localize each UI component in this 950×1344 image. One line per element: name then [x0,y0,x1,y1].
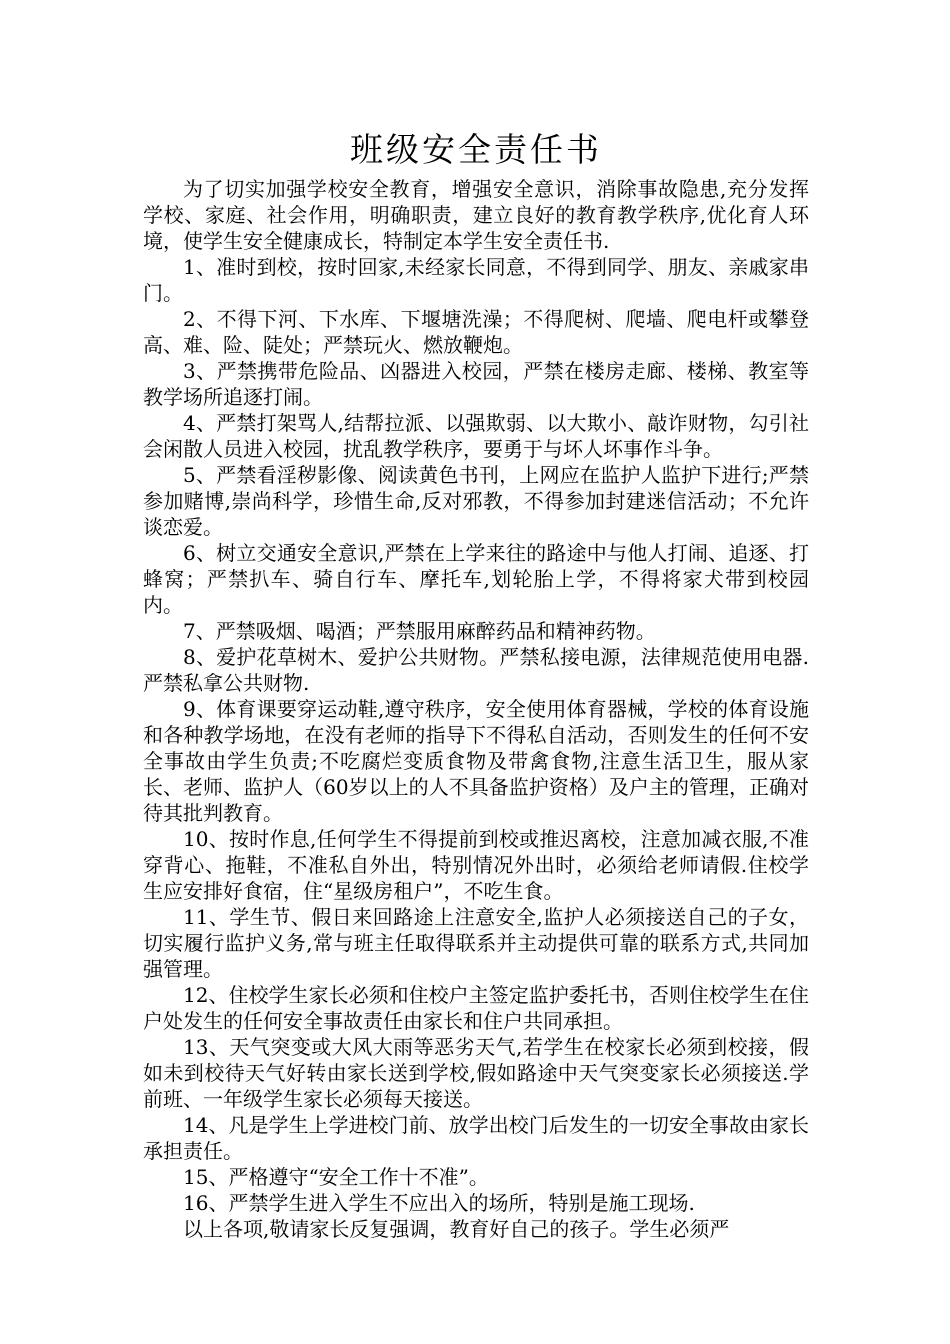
rule-4: 4、严禁打架骂人,结帮拉派、以强欺弱、以大欺小、敲诈财物，勾引社会闲散人员进入校园，扰乱教学秩序，要勇于与坏人坏事作斗争。 [143,411,809,461]
closing-paragraph: 以上各项,敬请家长反复强调，教育好自己的孩子。学生必须严 [183,1217,730,1241]
rule-5: 5、严禁看淫秽影像、阅读黄色书刊，上网应在监护人监护下进行;严禁参加赌博,崇尚科学，珍惜生命,反对邪教，不得参加封建迷信活动；不允许谈恋爱。 [143,463,809,539]
rule-2: 2、不得下河、下水库、下堰塘洗澡；不得爬树、爬墙、爬电杆或攀登高、难、险、陡处；严禁玩火、燃放鞭炮。 [143,307,809,357]
intro-paragraph: 为了切实加强学校安全教育，增强安全意识，消除事故隐患,充分发挥学校、家庭、社会作用，明确职责，建立良好的教育教学秩序,优化育人环境，使学生安全健康成长，特制定本学生安全责任书. [143,177,809,253]
document-page [143,128,809,1242]
rule-10: 10、按时作息,任何学生不得提前到校或推迟离校，注意加减衣服,不准穿背心、拖鞋，不准私自外出，特别情况外出时，必须给老师请假.住校学生应安排好食宿，住“星级房租户”，不吃生食。 [143,827,809,903]
rule-14: 14、凡是学生上学进校门前、放学出校门后发生的一切安全事故由家长承担责任。 [143,1113,809,1163]
rule-13: 13、天气突变或大风大雨等恶劣天气,若学生在校家长必须到校接，假如未到校待天气好转由家长送到学校,假如路途中天气突变家长必须接送.学前班、一年级学生家长必须每天接送。 [143,1035,809,1111]
rule-1: 1、准时到校，按时回家,未经家长同意，不得到同学、朋友、亲戚家串门。 [143,255,809,305]
rule-15: 15、严格遵守“安全工作十不准”。 [183,1165,489,1189]
document-title: 班级安全责任书 [350,130,602,169]
rule-12: 12、住校学生家长必须和住校户主签定监护委托书，否则住校学生在住户处发生的任何安全事故责任由家长和住户共同承担。 [143,983,809,1033]
rule-8: 8、爱护花草树木、爱护公共财物。严禁私接电源，法律规范使用电器.严禁私拿公共财物. [143,645,809,695]
rule-3: 3、严禁携带危险品、凶器进入校园，严禁在楼房走廊、楼梯、教室等教学场所追逐打闹。 [143,359,809,409]
rule-7: 7、严禁吸烟、喝酒；严禁服用麻醉药品和精神药物。 [183,619,656,643]
rule-11: 11、学生节、假日来回路途上注意安全,监护人必须接送自己的子女，切实履行监护义务,常与班主任取得联系并主动提供可靠的联系方式,共同加强管理。 [143,905,809,981]
rule-9: 9、体育课要穿运动鞋,遵守秩序，安全使用体育器械，学校的体育设施和各种教学场地，在没有老师的指导下不得私自活动，否则发生的任何不安全事故由学生负责;不吃腐烂变质食物及带禽食物,注意生活卫生，服从家长、老师、监护人（60岁以上的人不具备监护资格）及户主的管理，正确对待其批判教育。 [143,697,809,825]
rule-6: 6、树立交通安全意识,严禁在上学来往的路途中与他人打闹、追逐、打蜂窝；严禁扒车、骑自行车、摩托车,划轮胎上学，不得将家犬带到校园内。 [143,541,809,617]
rule-16: 16、严禁学生进入学生不应出入的场所，特别是施工现场. [183,1191,695,1215]
